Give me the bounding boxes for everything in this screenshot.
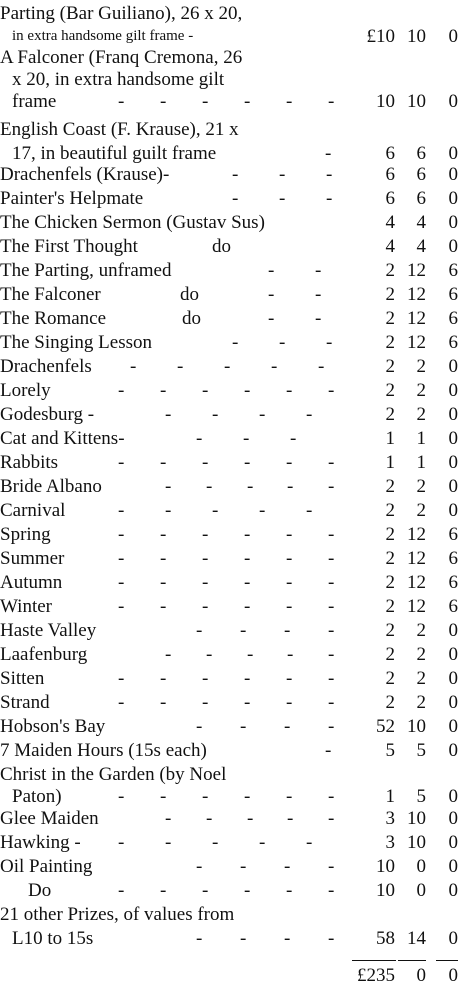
amount-pounds: 2 [385,308,395,329]
leader-dash: - [244,548,251,569]
amount-shillings: 2 [416,644,426,665]
leader-dash: - [160,452,167,473]
amount-pounds: 6 [385,188,395,209]
leader-dash: - [284,716,291,737]
prize-title-line: Laafenburg [0,644,88,665]
amount-pence: 0 [448,91,458,112]
leader-dash: - [118,572,125,593]
leader-dash: - [240,620,247,641]
amount-pence: 0 [448,668,458,689]
prize-title-line: Do [28,880,52,901]
prize-title-line: English Coast (F. Krause), 21 x [0,119,239,140]
amount-shillings: 4 [416,236,426,257]
amount-pence: 6 [448,260,458,281]
leader-dash: - [286,668,293,689]
amount-pence: 6 [448,284,458,305]
leader-dash: - [259,404,266,425]
amount-shillings: 10 [407,91,426,112]
amount-pence: 0 [448,143,458,164]
amount-pence: 0 [448,188,458,209]
amount-pence: 0 [448,356,458,377]
amount-shillings: 12 [407,332,426,353]
amount-pounds: 2 [385,380,395,401]
prize-title-line: Cat and Kittens- [0,428,125,449]
leader-dash: - [287,644,294,665]
amount-shillings: 0 [416,856,426,877]
amount-pounds: 1 [385,786,395,807]
leader-dash: - [118,524,125,545]
leader-dash: - [118,548,125,569]
amount-pounds: 10 [376,880,395,901]
leader-dash: - [196,716,203,737]
amount-pence: 0 [448,164,458,185]
prize-title-line: Lorely [0,380,51,401]
leader-dash: - [212,500,219,521]
leader-dash: - [202,880,209,901]
leader-dash: - [244,452,251,473]
leader-dash: - [286,524,293,545]
leader-dash: - [202,572,209,593]
leader-dash: - [165,644,172,665]
prize-title-line: Haste Valley [0,620,97,641]
amount-shillings: 2 [416,476,426,497]
amount-shillings: 10 [407,716,426,737]
amount-pounds: 1 [385,452,395,473]
prize-title-line: in extra handsome gilt frame - [12,28,194,44]
amount-pounds: 5 [385,740,395,761]
leader-dash: - [165,832,172,853]
leader-dash: - [247,808,254,829]
leader-dash: - [287,476,294,497]
leader-dash: - [202,452,209,473]
amount-pence: 0 [448,786,458,807]
prize-title-line: 21 other Prizes, of values from [0,904,235,925]
leader-dash: - [268,284,275,305]
leader-dash: - [118,668,125,689]
amount-pence: 0 [448,716,458,737]
amount-shillings: 6 [416,188,426,209]
amount-shillings: 2 [416,620,426,641]
leader-dash: - [160,880,167,901]
leader-dash: - [240,928,247,949]
amount-shillings: 2 [416,404,426,425]
ditto-mark: do [212,236,231,257]
leader-dash: - [279,188,286,209]
leader-dash: - [118,692,125,713]
leader-dash: - [284,856,291,877]
leader-dash: - [165,808,172,829]
total-rule [436,960,458,961]
leader-dash: - [325,143,332,164]
amount-pounds: 2 [385,260,395,281]
amount-shillings: 1 [416,428,426,449]
prize-title-line: Summer [0,548,65,569]
leader-dash: - [160,786,167,807]
total-rule [398,960,426,961]
prize-title-line: Bride Albano [0,476,102,497]
prize-title-line: Godesburg - [0,404,95,425]
leader-dash: - [118,500,125,521]
leader-dash: - [224,356,231,377]
amount-shillings: 12 [407,572,426,593]
leader-dash: - [268,308,275,329]
amount-pounds: 2 [385,668,395,689]
amount-shillings: 0 [416,880,426,901]
amount-shillings: 2 [416,356,426,377]
leader-dash: - [286,572,293,593]
leader-dash: - [318,356,325,377]
ditto-mark: do [180,284,199,305]
amount-pounds: £10 [366,26,395,47]
leader-dash: - [328,668,335,689]
prize-title-line: Hawking - [0,832,81,853]
prize-title-line: The First Thought [0,236,138,257]
leader-dash: - [165,500,172,521]
amount-shillings: 14 [407,928,426,949]
amount-pence: 0 [448,928,458,949]
amount-pence: 0 [448,832,458,853]
amount-pence: 0 [448,808,458,829]
leader-dash: - [244,786,251,807]
leader-dash: - [247,644,254,665]
amount-pounds: 4 [385,212,395,233]
amount-shillings: 1 [416,452,426,473]
leader-dash: - [247,476,254,497]
amount-pounds: 4 [385,236,395,257]
leader-dash: - [118,91,125,112]
amount-pence: 6 [448,332,458,353]
amount-pounds: 2 [385,572,395,593]
leader-dash: - [328,692,335,713]
leader-dash: - [271,356,278,377]
amount-pence: 6 [448,572,458,593]
leader-dash: - [259,832,266,853]
leader-dash: - [328,928,335,949]
leader-dash: - [118,832,125,853]
leader-dash: - [286,548,293,569]
prize-title-line: Drachenfels (Krause)- [0,164,170,185]
leader-dash: - [244,880,251,901]
amount-pounds: 2 [385,620,395,641]
leader-dash: - [286,692,293,713]
leader-dash: - [196,928,203,949]
leader-dash: - [286,880,293,901]
leader-dash: - [160,91,167,112]
leader-dash: - [206,476,213,497]
leader-dash: - [118,880,125,901]
leader-dash: - [284,620,291,641]
leader-dash: - [244,692,251,713]
ditto-mark: do [182,308,201,329]
amount-shillings: 12 [407,260,426,281]
amount-pence: 0 [448,740,458,761]
prize-title-line: A Falconer (Franq Cremona, 26 [0,47,243,68]
prize-title-line: 17, in beautiful guilt frame [12,143,217,164]
prize-title-line: Carnival [0,500,66,521]
leader-dash: - [286,596,293,617]
leader-dash: - [118,452,125,473]
amount-shillings: 2 [416,692,426,713]
leader-dash: - [286,452,293,473]
prize-title-line: The Chicken Sermon (Gustav Sus) [0,212,265,233]
leader-dash: - [328,91,335,112]
amount-pounds: 1 [385,428,395,449]
amount-shillings: 6 [416,164,426,185]
leader-dash: - [206,808,213,829]
prize-title-line: Winter [0,596,52,617]
amount-pounds: 58 [376,928,395,949]
leader-dash: - [240,856,247,877]
leader-dash: - [328,572,335,593]
total-shillings: 0 [416,965,426,986]
amount-shillings: 6 [416,143,426,164]
leader-dash: - [259,500,266,521]
leader-dash: - [160,572,167,593]
total-rule [352,960,396,961]
amount-shillings: 5 [416,740,426,761]
amount-pounds: 2 [385,524,395,545]
leader-dash: - [196,856,203,877]
amount-shillings: 2 [416,668,426,689]
amount-pence: 0 [448,644,458,665]
amount-pence: 6 [448,548,458,569]
leader-dash: - [328,380,335,401]
prize-title-line: Paton) [12,786,62,807]
leader-dash: - [202,548,209,569]
leader-dash: - [244,380,251,401]
leader-dash: - [118,786,125,807]
amount-pounds: 2 [385,548,395,569]
amount-shillings: 12 [407,596,426,617]
leader-dash: - [286,91,293,112]
leader-dash: - [160,380,167,401]
amount-shillings: 12 [407,524,426,545]
amount-pence: 0 [448,692,458,713]
amount-pence: 6 [448,524,458,545]
leader-dash: - [118,596,125,617]
leader-dash: - [212,832,219,853]
leader-dash: - [315,308,322,329]
prize-title-line: Drachenfels [0,356,92,377]
amount-pence: 0 [448,380,458,401]
amount-pounds: 2 [385,332,395,353]
amount-pounds: 10 [376,91,395,112]
leader-dash: - [160,668,167,689]
amount-shillings: 12 [407,548,426,569]
total-pence: 0 [448,965,458,986]
leader-dash: - [268,260,275,281]
leader-dash: - [279,332,286,353]
amount-shillings: 10 [407,808,426,829]
leader-dash: - [244,572,251,593]
prize-title-line: x 20, in extra handsome gilt [12,69,225,90]
amount-pounds: 3 [385,808,395,829]
leader-dash: - [202,596,209,617]
leader-dash: - [328,452,335,473]
prize-title-line: The Romance [0,308,107,329]
amount-pounds: 2 [385,476,395,497]
amount-pounds: 2 [385,692,395,713]
amount-pounds: 2 [385,404,395,425]
leader-dash: - [326,164,333,185]
amount-pounds: 10 [376,856,395,877]
amount-shillings: 2 [416,500,426,521]
prize-title-line: Painter's Helpmate [0,188,144,209]
leader-dash: - [243,428,250,449]
amount-pounds: 6 [385,143,395,164]
leader-dash: - [328,856,335,877]
leader-dash: - [202,786,209,807]
leader-dash: - [196,620,203,641]
amount-pounds: 6 [385,164,395,185]
leader-dash: - [279,164,286,185]
amount-pounds: 2 [385,500,395,521]
leader-dash: - [232,164,239,185]
prize-title-line: Spring [0,524,51,545]
leader-dash: - [118,380,125,401]
amount-shillings: 12 [407,308,426,329]
prize-title-line: Autumn [0,572,63,593]
leader-dash: - [232,188,239,209]
leader-dash: - [286,786,293,807]
leader-dash: - [244,91,251,112]
prize-title-line: Glee Maiden [0,808,99,829]
leader-dash: - [202,91,209,112]
leader-dash: - [202,524,209,545]
leader-dash: - [130,356,137,377]
total-pounds: £235 [357,965,395,986]
amount-pence: 0 [448,452,458,473]
leader-dash: - [328,548,335,569]
leader-dash: - [328,808,335,829]
leader-dash: - [160,548,167,569]
leader-dash: - [202,380,209,401]
leader-dash: - [326,332,333,353]
leader-dash: - [160,692,167,713]
leader-dash: - [240,716,247,737]
leader-dash: - [328,620,335,641]
leader-dash: - [212,404,219,425]
leader-dash: - [328,644,335,665]
prize-title-line: Rabbits [0,452,59,473]
prize-title-line: The Parting, unframed [0,260,172,281]
leader-dash: - [177,356,184,377]
leader-dash: - [328,596,335,617]
leader-dash: - [160,524,167,545]
leader-dash: - [306,500,313,521]
leader-dash: - [206,644,213,665]
leader-dash: - [328,476,335,497]
amount-pence: 0 [448,880,458,901]
amount-pence: 0 [448,236,458,257]
amount-pence: 0 [448,856,458,877]
amount-pounds: 2 [385,644,395,665]
leader-dash: - [244,524,251,545]
leader-dash: - [160,596,167,617]
prize-title-line: frame [12,91,57,112]
leader-dash: - [202,668,209,689]
prize-title-line: Christ in the Garden (by Noel [0,764,227,785]
leader-dash: - [326,188,333,209]
leader-dash: - [244,668,251,689]
amount-pence: 0 [448,212,458,233]
leader-dash: - [244,596,251,617]
prize-title-line: Parting (Bar Guiliano), 26 x 20, [0,3,243,24]
prize-title-line: Strand [0,692,50,713]
leader-dash: - [196,428,203,449]
amount-pounds: 2 [385,356,395,377]
leader-dash: - [306,832,313,853]
leader-dash: - [306,404,313,425]
amount-pence: 6 [448,308,458,329]
prize-title-line: 7 Maiden Hours (15s each) [0,740,207,761]
amount-shillings: 5 [416,786,426,807]
amount-shillings: 10 [407,26,426,47]
amount-shillings: 2 [416,380,426,401]
leader-dash: - [328,524,335,545]
prize-title-line: Oil Painting [0,856,93,877]
amount-pounds: 52 [376,716,395,737]
amount-shillings: 10 [407,832,426,853]
amount-shillings: 4 [416,212,426,233]
leader-dash: - [202,692,209,713]
leader-dash: - [328,880,335,901]
prize-title-line: L10 to 15s [12,928,94,949]
amount-pence: 0 [448,620,458,641]
leader-dash: - [287,808,294,829]
leader-dash: - [315,284,322,305]
amount-pounds: 2 [385,284,395,305]
leader-dash: - [232,332,239,353]
leader-dash: - [165,404,172,425]
amount-shillings: 12 [407,284,426,305]
leader-dash: - [325,740,332,761]
leader-dash: - [328,786,335,807]
amount-pounds: 3 [385,832,395,853]
leader-dash: - [290,428,297,449]
amount-pence: 6 [448,596,458,617]
leader-dash: - [286,380,293,401]
prize-title-line: The Falconer [0,284,101,305]
amount-pounds: 2 [385,596,395,617]
prize-title-line: Sitten [0,668,45,689]
amount-pence: 0 [448,500,458,521]
amount-pence: 0 [448,476,458,497]
leader-dash: - [328,716,335,737]
amount-pence: 0 [448,428,458,449]
amount-pence: 0 [448,26,458,47]
amount-pence: 0 [448,404,458,425]
prize-title-line: The Singing Lesson [0,332,152,353]
prize-title-line: Hobson's Bay [0,716,106,737]
leader-dash: - [284,928,291,949]
leader-dash: - [165,476,172,497]
leader-dash: - [315,260,322,281]
